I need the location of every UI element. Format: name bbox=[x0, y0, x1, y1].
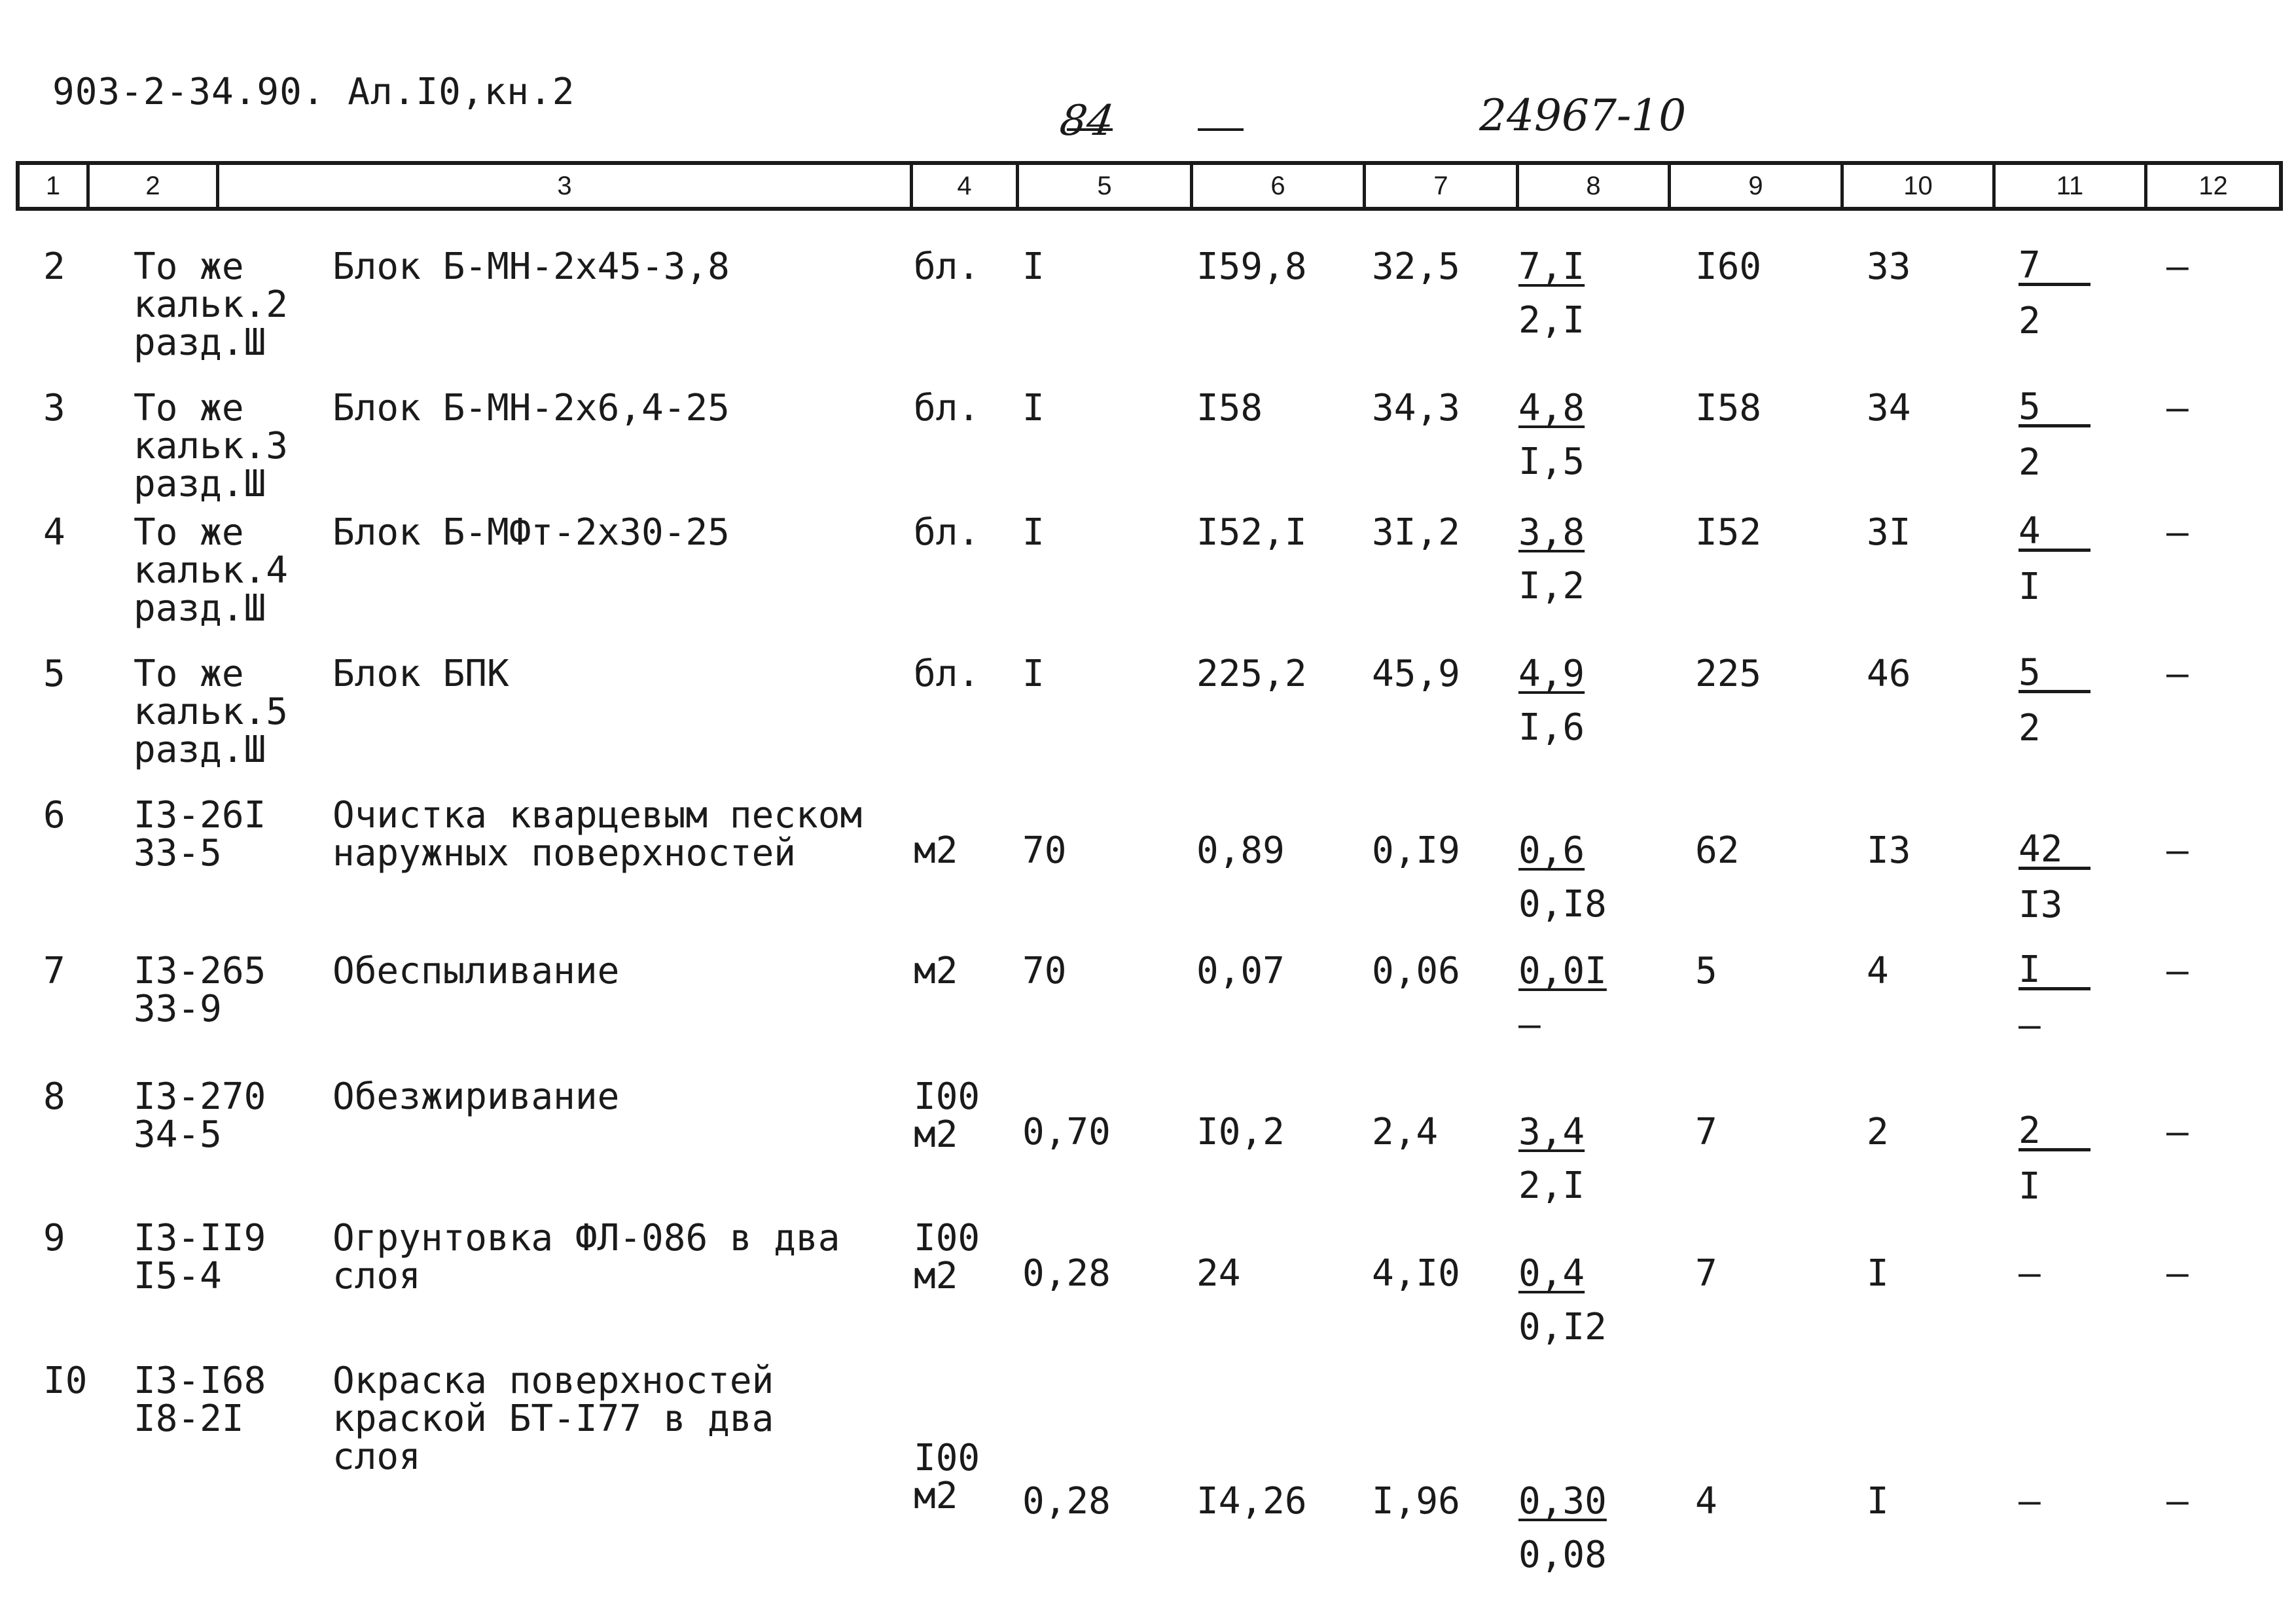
total-cost: 5 bbox=[1695, 950, 1717, 992]
table-header-row bbox=[16, 161, 2283, 211]
work-description-line: слоя bbox=[332, 1255, 421, 1297]
column-12-value: – bbox=[2166, 1111, 2189, 1153]
total-machine-value: 5 bbox=[2018, 390, 2090, 427]
total-machine-wage-value: I bbox=[2018, 1165, 2041, 1208]
norm-reference bbox=[134, 1217, 266, 1297]
norm-reference bbox=[134, 950, 266, 1030]
unit-cost: I59,8 bbox=[1196, 245, 1307, 288]
machine-wage-value: – bbox=[1518, 1003, 1541, 1046]
total-cost: I58 bbox=[1695, 387, 1762, 429]
machine-wage-value: I,5 bbox=[1518, 441, 1585, 483]
norm-reference-line: разд.Ш bbox=[134, 587, 266, 630]
total-wage: I bbox=[1867, 1252, 1889, 1295]
column-header-4: 4 bbox=[910, 165, 1016, 207]
total-cost: I52 bbox=[1695, 511, 1762, 554]
unit-wage: 32,5 bbox=[1372, 245, 1460, 288]
norm-reference bbox=[134, 1075, 266, 1156]
column-12-value: – bbox=[2166, 245, 2189, 288]
row-number: 2 bbox=[43, 245, 65, 288]
norm-reference-line: I3-26I bbox=[134, 794, 266, 837]
unit-of-measure bbox=[914, 950, 958, 992]
total-machine-value: I bbox=[2018, 953, 2090, 990]
unit-line: I00 bbox=[914, 1075, 980, 1118]
machine-cost-value: 3,8 bbox=[1518, 511, 1585, 554]
unit-wage: 45,9 bbox=[1372, 653, 1460, 695]
column-12-value: – bbox=[2166, 511, 2189, 554]
work-description-line: краской БТ-I77 в два bbox=[332, 1398, 774, 1440]
quantity: I bbox=[1022, 245, 1045, 288]
unit-line: м2 bbox=[914, 1255, 958, 1297]
row-number: 5 bbox=[43, 653, 65, 695]
quantity: 0,28 bbox=[1022, 1480, 1111, 1523]
page-number bbox=[1056, 97, 1117, 145]
page-number-text: 84 bbox=[1056, 97, 1117, 145]
machine-cost-fraction bbox=[1518, 1480, 1607, 1576]
row-number: 3 bbox=[43, 387, 65, 429]
machine-wage-value: 0,I2 bbox=[1518, 1306, 1607, 1348]
work-description-line: Блок Б-МН-2х6,4-25 bbox=[332, 387, 730, 429]
column-12-value: – bbox=[2166, 950, 2189, 992]
work-description-line: Обеспыливание bbox=[332, 950, 620, 992]
machine-wage-value: I,2 bbox=[1518, 565, 1585, 607]
unit-wage: 4,I0 bbox=[1372, 1252, 1460, 1295]
row-number: I0 bbox=[43, 1360, 88, 1402]
unit-line: I00 bbox=[914, 1217, 980, 1259]
norm-reference-line: I3-270 bbox=[134, 1075, 266, 1118]
machine-cost-fraction bbox=[1518, 653, 1585, 749]
document-code: 903-2-34.90. Ал.I0,кн.2 bbox=[52, 71, 575, 113]
work-description bbox=[332, 1360, 774, 1478]
total-cost: 7 bbox=[1695, 1111, 1717, 1153]
work-description-line: Блок Б-МФт-2х30-25 bbox=[332, 511, 730, 554]
total-machine-value: 42 bbox=[2018, 833, 2090, 870]
machine-cost-value: 0,4 bbox=[1518, 1252, 1585, 1295]
column-header-2: 2 bbox=[86, 165, 216, 207]
unit-wage: 3I,2 bbox=[1372, 511, 1460, 554]
work-description-line: Окраска поверхностей bbox=[332, 1360, 774, 1402]
total-machine-fraction bbox=[2018, 948, 2090, 1047]
total-wage: 46 bbox=[1867, 653, 1911, 695]
total-machine-wage-value: – bbox=[2018, 1004, 2041, 1047]
norm-reference-line: 34-5 bbox=[134, 1113, 222, 1156]
total-cost: 4 bbox=[1695, 1480, 1717, 1523]
norm-reference-line: кальк.2 bbox=[134, 283, 289, 326]
norm-reference-line: То же bbox=[134, 387, 244, 429]
column-header-10: 10 bbox=[1840, 165, 1992, 207]
unit-line: I00 bbox=[914, 1437, 980, 1479]
total-wage: 33 bbox=[1867, 245, 1911, 288]
column-header-12: 12 bbox=[2144, 165, 2279, 207]
norm-reference-line: разд.Ш bbox=[134, 321, 266, 364]
row-number: 6 bbox=[43, 794, 65, 837]
total-machine-wage-value: 2 bbox=[2018, 441, 2041, 484]
work-description-line: наружных поверхностей bbox=[332, 832, 797, 875]
work-description bbox=[332, 794, 863, 875]
total-machine-wage-value: 2 bbox=[2018, 707, 2041, 749]
unit-line: бл. bbox=[914, 387, 980, 429]
total-machine-wage-value: 2 bbox=[2018, 300, 2041, 342]
machine-cost-fraction bbox=[1518, 829, 1607, 926]
norm-reference-line: То же bbox=[134, 245, 244, 288]
total-machine-fraction bbox=[2018, 1480, 2041, 1523]
norm-reference-line: То же bbox=[134, 511, 244, 554]
norm-reference-line: I3-I68 bbox=[134, 1360, 266, 1402]
unit-of-measure bbox=[914, 1075, 980, 1156]
work-description-line: Блок БПК bbox=[332, 653, 509, 695]
norm-reference-line: разд.Ш bbox=[134, 729, 266, 771]
unit-line: м2 bbox=[914, 1475, 958, 1517]
norm-reference bbox=[134, 794, 266, 875]
unit-wage: I,96 bbox=[1372, 1480, 1460, 1523]
work-description bbox=[332, 1075, 620, 1118]
column-12-value: – bbox=[2166, 653, 2189, 695]
norm-reference-line: 33-9 bbox=[134, 988, 222, 1030]
machine-cost-value: 4,9 bbox=[1518, 653, 1585, 695]
total-cost: 7 bbox=[1695, 1252, 1717, 1295]
total-cost: I60 bbox=[1695, 245, 1762, 288]
quantity: 70 bbox=[1022, 950, 1067, 992]
machine-cost-fraction bbox=[1518, 1111, 1585, 1207]
unit-wage: 0,06 bbox=[1372, 950, 1460, 992]
unit-cost: 225,2 bbox=[1196, 653, 1307, 695]
quantity: 70 bbox=[1022, 829, 1067, 872]
machine-wage-value: 2,I bbox=[1518, 299, 1585, 342]
unit-wage: 2,4 bbox=[1372, 1111, 1439, 1153]
work-description bbox=[332, 387, 730, 429]
unit-of-measure bbox=[914, 387, 980, 429]
unit-line: бл. bbox=[914, 511, 980, 554]
total-machine-value: – bbox=[2018, 1480, 2041, 1523]
total-machine-fraction bbox=[2018, 510, 2090, 608]
norm-reference-line: I5-4 bbox=[134, 1255, 222, 1297]
column-header-11: 11 bbox=[1992, 165, 2144, 207]
machine-cost-value: 3,4 bbox=[1518, 1111, 1585, 1153]
total-wage: 4 bbox=[1867, 950, 1889, 992]
quantity: I bbox=[1022, 511, 1045, 554]
work-description-line: Очистка кварцевым песком bbox=[332, 794, 863, 837]
norm-reference-line: кальк.5 bbox=[134, 691, 289, 733]
unit-cost: 0,89 bbox=[1196, 829, 1285, 872]
unit-cost: 24 bbox=[1196, 1252, 1241, 1295]
column-header-9: 9 bbox=[1668, 165, 1840, 207]
norm-reference-line: кальк.3 bbox=[134, 425, 289, 467]
unit-cost: I58 bbox=[1196, 387, 1263, 429]
machine-wage-value: 0,I8 bbox=[1518, 883, 1607, 926]
quantity: I bbox=[1022, 387, 1045, 429]
column-12-value: – bbox=[2166, 387, 2189, 429]
total-machine-wage-value: I3 bbox=[2018, 884, 2063, 926]
column-12-value: – bbox=[2166, 829, 2189, 872]
norm-reference bbox=[134, 1360, 266, 1440]
work-description bbox=[332, 653, 509, 695]
row-number: 9 bbox=[43, 1217, 65, 1259]
machine-cost-value: 0,6 bbox=[1518, 829, 1585, 872]
total-machine-fraction bbox=[2018, 1252, 2041, 1295]
total-machine-wage-value: I bbox=[2018, 566, 2041, 608]
column-header-3: 3 bbox=[216, 165, 910, 207]
unit-of-measure bbox=[914, 653, 980, 695]
column-12-value: – bbox=[2166, 1252, 2189, 1295]
unit-line: бл. bbox=[914, 653, 980, 695]
machine-cost-fraction bbox=[1518, 950, 1607, 1046]
row-number: 7 bbox=[43, 950, 65, 992]
unit-of-measure bbox=[914, 1437, 980, 1517]
unit-wage: 0,I9 bbox=[1372, 829, 1460, 872]
total-wage: I bbox=[1867, 1480, 1889, 1523]
unit-of-measure bbox=[914, 1217, 980, 1297]
work-description bbox=[332, 245, 730, 288]
column-12-value: – bbox=[2166, 1480, 2189, 1523]
work-description-line: Обезжиривание bbox=[332, 1075, 620, 1118]
total-machine-fraction bbox=[2018, 244, 2090, 342]
column-header-6: 6 bbox=[1190, 165, 1363, 207]
machine-cost-fraction bbox=[1518, 1252, 1607, 1348]
machine-wage-value: 2,I bbox=[1518, 1164, 1585, 1207]
page-number-dash-right bbox=[1198, 128, 1244, 131]
unit-cost: I4,26 bbox=[1196, 1480, 1307, 1523]
machine-cost-value: 7,I bbox=[1518, 245, 1585, 288]
norm-reference-line: разд.Ш bbox=[134, 463, 266, 505]
machine-cost-value: 0,30 bbox=[1518, 1480, 1607, 1523]
unit-of-measure bbox=[914, 829, 958, 872]
work-description-line: Огрунтовка ФЛ-086 в два bbox=[332, 1217, 840, 1259]
machine-cost-value: 4,8 bbox=[1518, 387, 1585, 429]
total-wage: 34 bbox=[1867, 387, 1911, 429]
work-description bbox=[332, 511, 730, 554]
norm-reference bbox=[134, 387, 289, 505]
total-machine-value: 2 bbox=[2018, 1114, 2090, 1151]
column-header-1: 1 bbox=[45, 171, 61, 200]
norm-reference-line: То же bbox=[134, 653, 244, 695]
quantity: 0,28 bbox=[1022, 1252, 1111, 1295]
unit-line: м2 bbox=[914, 950, 958, 992]
norm-reference-line: I8-2I bbox=[134, 1398, 244, 1440]
unit-of-measure bbox=[914, 245, 980, 288]
machine-cost-fraction bbox=[1518, 511, 1585, 607]
row-number: 8 bbox=[43, 1075, 65, 1118]
total-machine-fraction bbox=[2018, 828, 2090, 926]
unit-line: бл. bbox=[914, 245, 980, 288]
norm-reference bbox=[134, 511, 289, 630]
norm-reference bbox=[134, 653, 289, 771]
column-header-8: 8 bbox=[1516, 165, 1668, 207]
work-description bbox=[332, 1217, 840, 1297]
unit-cost: I0,2 bbox=[1196, 1111, 1285, 1153]
total-machine-value: 4 bbox=[2018, 514, 2090, 552]
column-header-5: 5 bbox=[1016, 165, 1190, 207]
total-wage: I3 bbox=[1867, 829, 1911, 872]
total-machine-value: – bbox=[2018, 1252, 2041, 1295]
unit-cost: I52,I bbox=[1196, 511, 1307, 554]
machine-cost-fraction bbox=[1518, 245, 1585, 342]
norm-reference-line: 33-5 bbox=[134, 832, 222, 875]
unit-line: м2 bbox=[914, 829, 958, 872]
quantity: 0,70 bbox=[1022, 1111, 1111, 1153]
total-machine-value: 7 bbox=[2018, 249, 2090, 286]
norm-reference bbox=[134, 245, 289, 364]
unit-of-measure bbox=[914, 511, 980, 554]
machine-wage-value: I,6 bbox=[1518, 706, 1585, 749]
row-number: 4 bbox=[43, 511, 65, 554]
handwritten-number: 24967-10 bbox=[1479, 90, 1687, 141]
norm-reference-line: кальк.4 bbox=[134, 549, 289, 592]
quantity: I bbox=[1022, 653, 1045, 695]
machine-cost-fraction bbox=[1518, 387, 1585, 483]
total-machine-fraction bbox=[2018, 1110, 2090, 1208]
unit-line: м2 bbox=[914, 1113, 958, 1156]
total-cost: 225 bbox=[1695, 653, 1762, 695]
work-description-line: Блок Б-МН-2х45-3,8 bbox=[332, 245, 730, 288]
column-header-7: 7 bbox=[1363, 165, 1516, 207]
norm-reference-line: I3-265 bbox=[134, 950, 266, 992]
work-description-line: слоя bbox=[332, 1435, 421, 1478]
total-wage: 2 bbox=[1867, 1111, 1889, 1153]
total-cost: 62 bbox=[1695, 829, 1740, 872]
machine-cost-value: 0,0I bbox=[1518, 950, 1607, 992]
unit-wage: 34,3 bbox=[1372, 387, 1460, 429]
unit-cost: 0,07 bbox=[1196, 950, 1285, 992]
total-machine-fraction bbox=[2018, 386, 2090, 484]
machine-wage-value: 0,08 bbox=[1518, 1534, 1607, 1576]
total-wage: 3I bbox=[1867, 511, 1911, 554]
total-machine-fraction bbox=[2018, 651, 2090, 749]
work-description bbox=[332, 950, 620, 992]
total-machine-value: 5 bbox=[2018, 656, 2090, 693]
norm-reference-line: I3-II9 bbox=[134, 1217, 266, 1259]
